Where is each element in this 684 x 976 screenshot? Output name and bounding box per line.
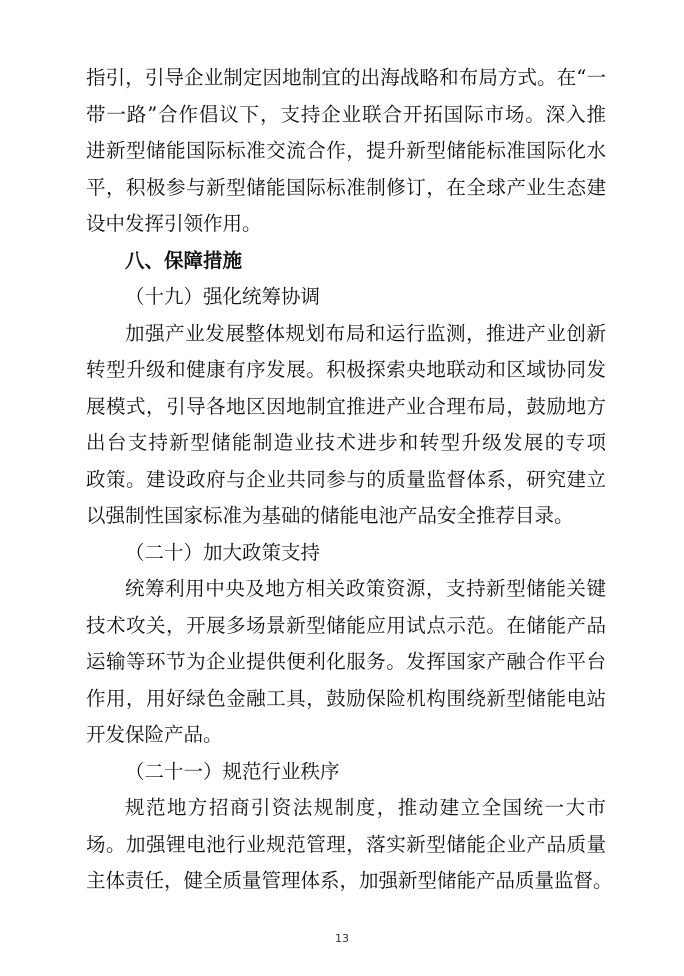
paragraph-line: 出台支持新型储能制造业技术进步和转型升级发展的专项 (86, 431, 606, 454)
paragraph-line: 加强产业发展整体规划布局和运行监测，推进产业创新 (125, 321, 606, 345)
paragraph-line: 设中发挥引领作用。 (86, 212, 262, 235)
paragraph-line: 平，积极参与新型储能国际标准制修订，在全球产业生态建 (86, 175, 606, 199)
paragraph-line: 作用，用好绿色金融工具，鼓励保险机构围绕新型储能电站 (86, 686, 606, 710)
paragraph-line: 政策。建设政府与企业共同参与的质量监督体系，研究建立 (86, 467, 606, 491)
paragraph-line: 场。加强锂电池行业规范管理，落实新型储能企业产品质量 (86, 832, 606, 856)
page-number: 13 (335, 932, 349, 945)
subsection-20-paragraph (86, 571, 606, 754)
paragraph-line: 带一路”合作倡议下，支持企业联合开拓国际市场。深入推 (86, 102, 606, 126)
intro-paragraph (86, 60, 606, 243)
paragraph-line: 规范地方招商引资法规制度，推动建立全国统一大市 (125, 796, 606, 819)
paragraph-line: 主体责任，健全质量管理体系，加强新型储能产品质量监督。 (86, 869, 613, 892)
subsection-21-paragraph (86, 790, 613, 900)
document-page (86, 60, 613, 900)
section-heading: 八、保障措施 (125, 248, 243, 272)
paragraph-line: 展模式，引导各地区因地制宜推进产业合理布局，鼓励地方 (86, 394, 606, 418)
subsection-heading: （二十一）规范行业秩序 (125, 759, 340, 783)
paragraph-line: 开发保险产品。 (86, 723, 223, 746)
subsection-19-paragraph (86, 316, 606, 535)
paragraph-line: 进新型储能国际标准交流合作，提升新型储能标准国际化水 (86, 139, 606, 162)
paragraph-line: 运输等环节为企业提供便利化服务。发挥国家产融合作平台 (86, 650, 606, 673)
paragraph-line: 统筹利用中央及地方相关政策资源，支持新型储能关键 (125, 577, 606, 600)
paragraph-line: 指引，引导企业制定因地制宜的出海战略和布局方式。在“一 (86, 66, 606, 89)
subsection-heading: （十九）强化统筹协调 (125, 285, 321, 308)
subsection-heading: （二十）加大政策支持 (125, 540, 321, 564)
paragraph-line: 以强制性国家标准为基础的储能电池产品安全推荐目录。 (86, 504, 574, 527)
paragraph-line: 转型升级和健康有序发展。积极探索央地联动和区域协同发 (86, 358, 606, 381)
paragraph-line: 技术攻关，开展多场景新型储能应用试点示范。在储能产品 (86, 613, 606, 637)
